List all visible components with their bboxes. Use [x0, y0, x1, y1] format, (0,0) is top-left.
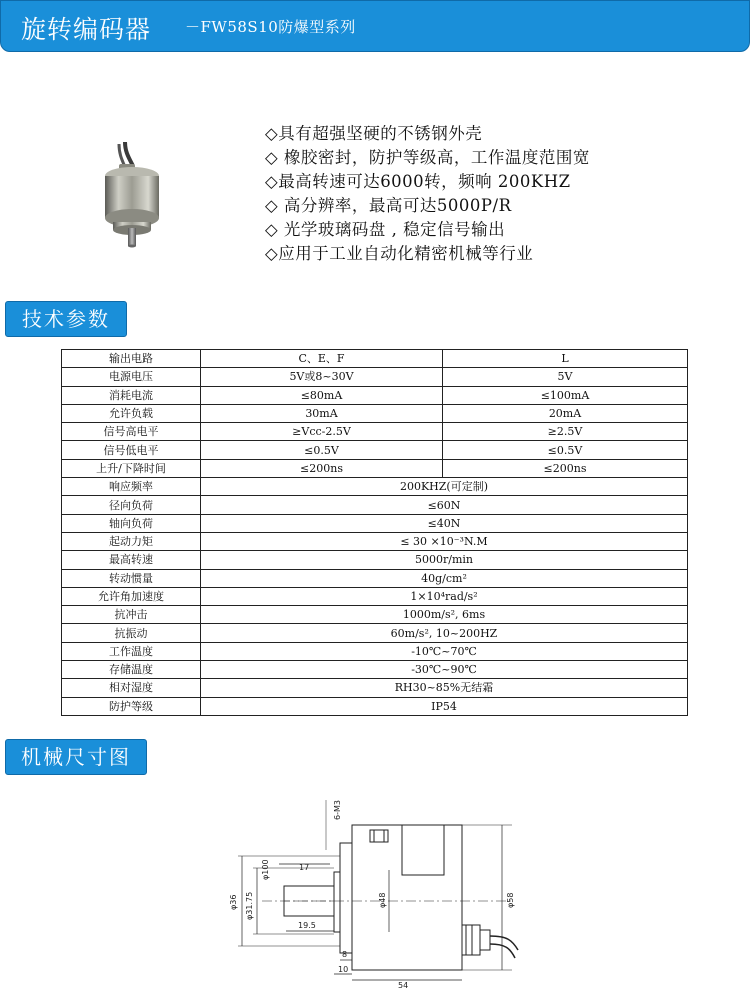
param-value: 1000m/s², 6ms	[201, 606, 688, 624]
param-value-b: ≥2.5V	[443, 423, 688, 441]
dim-54: 54	[398, 981, 409, 990]
param-value-b: ≤200ns	[443, 459, 688, 477]
param-value: ≤ 30 ×10⁻³N.M	[201, 532, 688, 550]
section-title-params: 技术参数	[5, 301, 127, 337]
dim-phi48: φ48	[378, 892, 387, 908]
param-value: 1×10⁴rad/s²	[201, 587, 688, 605]
param-value-b: L	[443, 350, 688, 368]
param-label: 转动惯量	[62, 569, 201, 587]
dim-10: 10	[338, 965, 349, 974]
params-row	[62, 551, 688, 569]
feature-item: ◇ 橡胶密封，防护等级高，工作温度范围宽	[265, 148, 590, 167]
feature-item: ◇应用于工业自动化精密机械等行业	[265, 244, 534, 263]
dim-phi58: φ58	[506, 892, 515, 908]
params-row	[62, 386, 688, 404]
param-label: 轴向负荷	[62, 514, 201, 532]
params-table	[61, 349, 688, 716]
encoder-product-image	[95, 140, 170, 250]
param-value: ≤40N	[201, 514, 688, 532]
params-row	[62, 624, 688, 642]
params-row	[62, 459, 688, 477]
param-label: 径向负荷	[62, 496, 201, 514]
param-value: -30℃~90℃	[201, 661, 688, 679]
params-row	[62, 587, 688, 605]
param-label: 输出电路	[62, 350, 201, 368]
param-value-b: 5V	[443, 368, 688, 386]
dim-m3: 6-M3	[333, 800, 342, 820]
param-label: 允许负载	[62, 404, 201, 422]
param-value-a: ≤80mA	[201, 386, 443, 404]
params-row	[62, 532, 688, 550]
param-value-a: ≤0.5V	[201, 441, 443, 459]
param-label: 信号高电平	[62, 423, 201, 441]
param-label: 工作温度	[62, 642, 201, 660]
param-value: -10℃~70℃	[201, 642, 688, 660]
param-label: 上升/下降时间	[62, 459, 201, 477]
params-row	[62, 496, 688, 514]
param-value-b: 20mA	[443, 404, 688, 422]
params-row	[62, 679, 688, 697]
title-banner	[0, 0, 750, 52]
param-label: 存储温度	[62, 661, 201, 679]
page-title: 旋转编码器	[21, 15, 152, 44]
param-label: 抗振动	[62, 624, 201, 642]
params-row	[62, 606, 688, 624]
param-value-a: ≤200ns	[201, 459, 443, 477]
param-label: 相对湿度	[62, 679, 201, 697]
feature-item: ◇ 光学玻璃码盘 , 稳定信号输出	[265, 220, 506, 239]
param-value-a: ≥Vcc-2.5V	[201, 423, 443, 441]
param-value: IP54	[201, 697, 688, 715]
dim-19-5: 19.5	[298, 921, 316, 930]
feature-item: ◇具有超强坚硬的不锈钢外壳	[265, 124, 483, 143]
param-value-a: 30mA	[201, 404, 443, 422]
param-value: ≤60N	[201, 496, 688, 514]
dim-17: 17	[299, 863, 310, 872]
params-row	[62, 423, 688, 441]
param-label: 防护等级	[62, 697, 201, 715]
param-label: 消耗电流	[62, 386, 201, 404]
param-value: 40g/cm²	[201, 569, 688, 587]
dim-8: 8	[342, 950, 348, 959]
param-label: 信号低电平	[62, 441, 201, 459]
param-value: 5000r/min	[201, 551, 688, 569]
param-label: 最高转速	[62, 551, 201, 569]
param-label: 允许角加速度	[62, 587, 201, 605]
param-value-a: 5V或8~30V	[201, 368, 443, 386]
params-row	[62, 642, 688, 660]
mechanical-drawing	[222, 800, 532, 990]
params-row	[62, 569, 688, 587]
params-row	[62, 350, 688, 368]
page-subtitle: －FW58S10防爆型系列	[185, 18, 356, 36]
dim-phi36: φ36	[229, 894, 238, 910]
params-row	[62, 368, 688, 386]
section-title-drawing: 机械尺寸图	[5, 739, 147, 775]
feature-list	[265, 120, 590, 264]
params-row	[62, 661, 688, 679]
param-value-b: ≤0.5V	[443, 441, 688, 459]
params-row	[62, 697, 688, 715]
feature-item: ◇最高转速可达6000转，频响 200KHZ	[265, 172, 571, 191]
dim-phi100: φ100	[261, 859, 270, 880]
dim-phi3175: φ31.75	[245, 891, 254, 920]
param-label: 响应频率	[62, 478, 201, 496]
params-row	[62, 514, 688, 532]
param-value: 200KHZ(可定制)	[201, 478, 688, 496]
params-row	[62, 478, 688, 496]
param-label: 电源电压	[62, 368, 201, 386]
param-value-a: C、E、F	[201, 350, 443, 368]
param-label: 起动力矩	[62, 532, 201, 550]
param-label: 抗冲击	[62, 606, 201, 624]
param-value-b: ≤100mA	[443, 386, 688, 404]
feature-item: ◇ 高分辨率，最高可达5000P/R	[265, 196, 512, 215]
params-row	[62, 441, 688, 459]
param-value: 60m/s², 10~200HZ	[201, 624, 688, 642]
params-row	[62, 404, 688, 422]
param-value: RH30~85%无结霜	[201, 679, 688, 697]
